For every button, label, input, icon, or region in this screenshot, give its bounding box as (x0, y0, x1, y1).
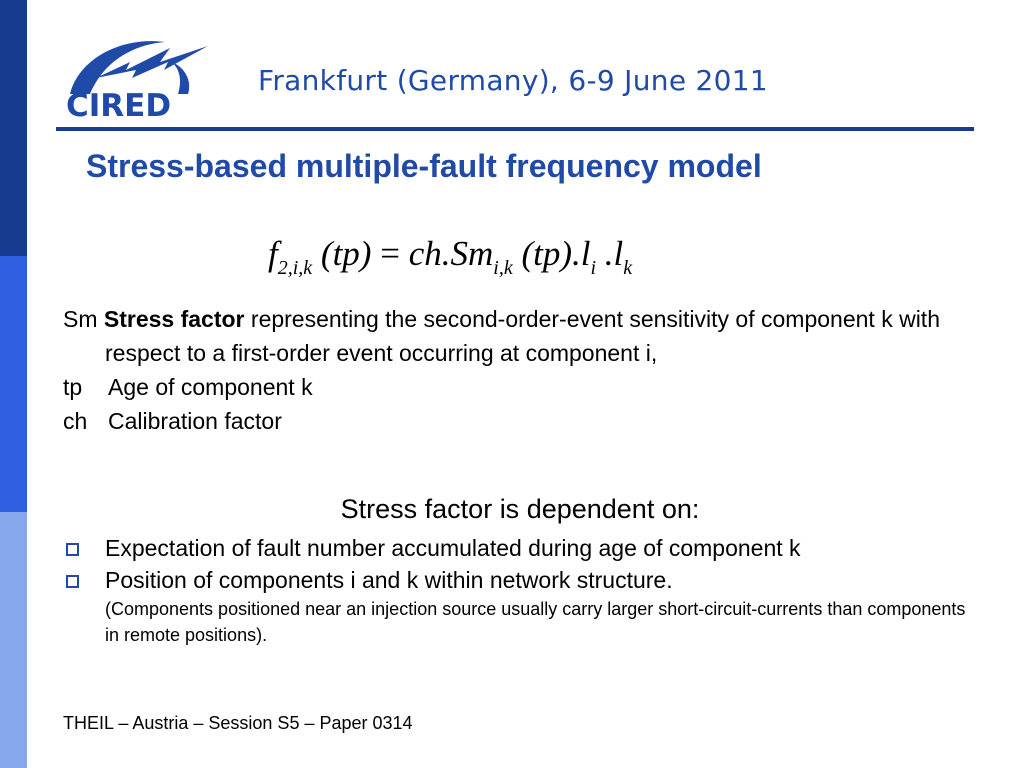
definition-sm-symbol: Sm (63, 306, 98, 332)
list-item (63, 532, 983, 564)
definition-ch-symbol: ch (63, 408, 88, 434)
list-item-text: Expectation of fault number accumulated during age of component k (105, 535, 801, 561)
formula-arg2: (tp).l (512, 234, 591, 273)
formula-dot-l: .l (596, 234, 624, 273)
definition-tp-symbol: tp (63, 374, 83, 400)
sidebar-band-top (0, 0, 27, 256)
sidebar-band-middle (0, 256, 27, 512)
footer-text: THEIL – Austria – Session S5 – Paper 0314 (63, 713, 413, 733)
formula-li-subscript: i (590, 257, 597, 279)
bullet-note: (Components positioned near an injection source usually carry larger short-circuit-currents than components in remote positions). (105, 599, 966, 645)
header-divider (56, 127, 974, 131)
logo-text: CIRED (66, 88, 172, 122)
conference-title: Frankfurt (Germany), 6-9 June 2011 (258, 64, 769, 97)
formula-f: f (268, 234, 278, 273)
definitions (63, 302, 963, 438)
square-bullet-icon (66, 543, 79, 556)
formula (268, 234, 632, 280)
formula-equals: = (380, 234, 409, 273)
definition-ch (63, 404, 963, 438)
lightning-arc-icon (60, 32, 212, 122)
dependency-heading: Stress factor is dependent on: (340, 494, 700, 524)
formula-f-subscript: 2,i,k (277, 257, 313, 279)
sidebar-band-bottom (0, 512, 27, 768)
formula-lk-subscript: k (623, 257, 633, 279)
formula-arg1: (tp) (312, 234, 381, 273)
definition-ch-desc: Calibration factor (108, 408, 282, 434)
square-bullet-icon (66, 575, 79, 588)
definition-tp (63, 370, 963, 404)
list-item (63, 564, 983, 596)
dependency-list (63, 532, 983, 648)
definition-tp-desc: Age of component k (108, 374, 313, 400)
definition-sm (63, 302, 963, 370)
slide-title: Stress-based multiple-fault frequency model (86, 148, 762, 184)
formula-sm-subscript: i,k (493, 257, 513, 279)
cired-logo (60, 32, 212, 122)
definition-sm-desc: representing the second-order-event sensitivity of component k with respect to a first-order event occurring at component i, (105, 306, 940, 366)
definition-sm-term: Stress factor (103, 306, 245, 332)
formula-ch-sm: ch.Sm (408, 234, 494, 273)
list-item-text: Position of components i and k within network structure. (105, 567, 673, 593)
